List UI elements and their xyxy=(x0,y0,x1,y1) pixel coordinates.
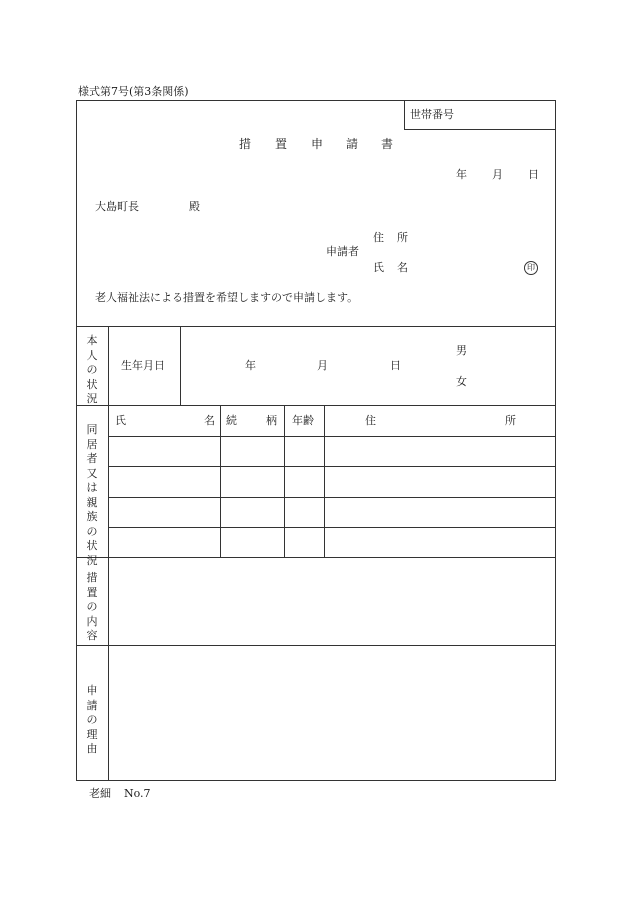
name-label-char-1: 氏 xyxy=(373,261,384,274)
sex-female-option[interactable]: 女 xyxy=(456,375,467,388)
col-name-char-2: 名 xyxy=(204,414,215,427)
table-row-4-age-cell[interactable] xyxy=(286,529,322,555)
col-address-char-1: 住 xyxy=(365,414,376,427)
measure-content-field[interactable] xyxy=(112,561,552,641)
table-row-4-address-cell[interactable] xyxy=(326,529,554,555)
col-age: 年齢 xyxy=(292,414,314,427)
table-row-3-address-cell[interactable] xyxy=(326,499,554,525)
divider-reason xyxy=(76,645,556,646)
household-number-label: 世帯番号 xyxy=(410,108,454,121)
divider-cohabitant xyxy=(76,405,556,406)
table-row-1-age-cell[interactable] xyxy=(286,438,322,464)
table-row-1-name-cell[interactable] xyxy=(110,438,218,464)
cohabitant-section-heading: 同居者又は親族の状況 xyxy=(86,423,98,567)
table-row-line-4 xyxy=(108,527,556,528)
date-year-label: 年 xyxy=(456,168,467,181)
date-month-label: 月 xyxy=(492,168,503,181)
applicant-name-field[interactable] xyxy=(415,258,515,276)
table-row-2-age-cell[interactable] xyxy=(286,468,322,495)
title-char-4: 請 xyxy=(346,137,359,151)
seal-mark: 印 xyxy=(524,261,538,275)
birth-year-label: 年 xyxy=(245,359,256,372)
applicant-label: 申請者 xyxy=(326,245,359,258)
measure-section-heading: 措置の内容 xyxy=(86,571,98,642)
birth-month-label: 月 xyxy=(317,359,328,372)
table-col-sep-2 xyxy=(284,405,285,557)
table-row-line-2 xyxy=(108,466,556,467)
col-name-char-1: 氏 xyxy=(115,414,126,427)
title-char-5: 書 xyxy=(381,137,394,151)
table-row-4-name-cell[interactable] xyxy=(110,529,218,555)
birth-date-label: 生年月日 xyxy=(121,359,165,372)
reason-content-field[interactable] xyxy=(112,649,552,777)
birth-day-label: 日 xyxy=(390,359,401,372)
date-day-label: 日 xyxy=(528,168,539,181)
divider-measure xyxy=(76,557,556,558)
heading-column-separator xyxy=(108,326,109,781)
footer-number: No.7 xyxy=(124,787,151,800)
table-row-line-1 xyxy=(108,436,556,437)
table-row-3-name-cell[interactable] xyxy=(110,499,218,525)
table-col-sep-3 xyxy=(324,405,325,557)
form-label: 様式第7号(第3条関係) xyxy=(78,85,189,98)
divider-person xyxy=(76,326,556,327)
honorific: 殿 xyxy=(189,200,200,213)
table-col-sep-1 xyxy=(220,405,221,557)
address-label-char-2: 所 xyxy=(397,231,408,244)
table-row-1-relation-cell[interactable] xyxy=(222,438,282,464)
table-row-4-relation-cell[interactable] xyxy=(222,529,282,555)
address-label-char-1: 住 xyxy=(373,231,384,244)
table-row-2-name-cell[interactable] xyxy=(110,468,218,495)
col-address-char-2: 所 xyxy=(505,414,516,427)
table-row-3-age-cell[interactable] xyxy=(286,499,322,525)
reason-section-heading: 申請の理由 xyxy=(86,684,98,755)
table-row-line-3 xyxy=(108,497,556,498)
table-row-2-address-cell[interactable] xyxy=(326,468,554,495)
household-number-field[interactable] xyxy=(470,105,552,125)
title-char-3: 申 xyxy=(311,137,324,151)
title-char-1: 措 xyxy=(239,137,252,151)
household-box-left-border xyxy=(404,100,405,129)
title-char-2: 置 xyxy=(275,137,288,151)
col-relation-char-2: 柄 xyxy=(266,414,277,427)
table-row-1-address-cell[interactable] xyxy=(326,438,554,464)
person-section-heading: 本人の状況 xyxy=(86,334,98,405)
applicant-address-field[interactable] xyxy=(415,228,520,246)
sex-male-option[interactable]: 男 xyxy=(456,344,467,357)
table-row-2-relation-cell[interactable] xyxy=(222,468,282,495)
household-box-bottom-border xyxy=(404,129,556,130)
table-row-3-relation-cell[interactable] xyxy=(222,499,282,525)
birth-label-separator xyxy=(180,326,181,405)
addressee: 大島町長 xyxy=(95,200,139,213)
name-label-char-2: 名 xyxy=(397,261,408,274)
statement-text: 老人福祉法による措置を希望しますので申請します。 xyxy=(95,291,359,304)
footer-code: 老細 xyxy=(89,787,111,800)
col-relation-char-1: 続 xyxy=(226,414,237,427)
